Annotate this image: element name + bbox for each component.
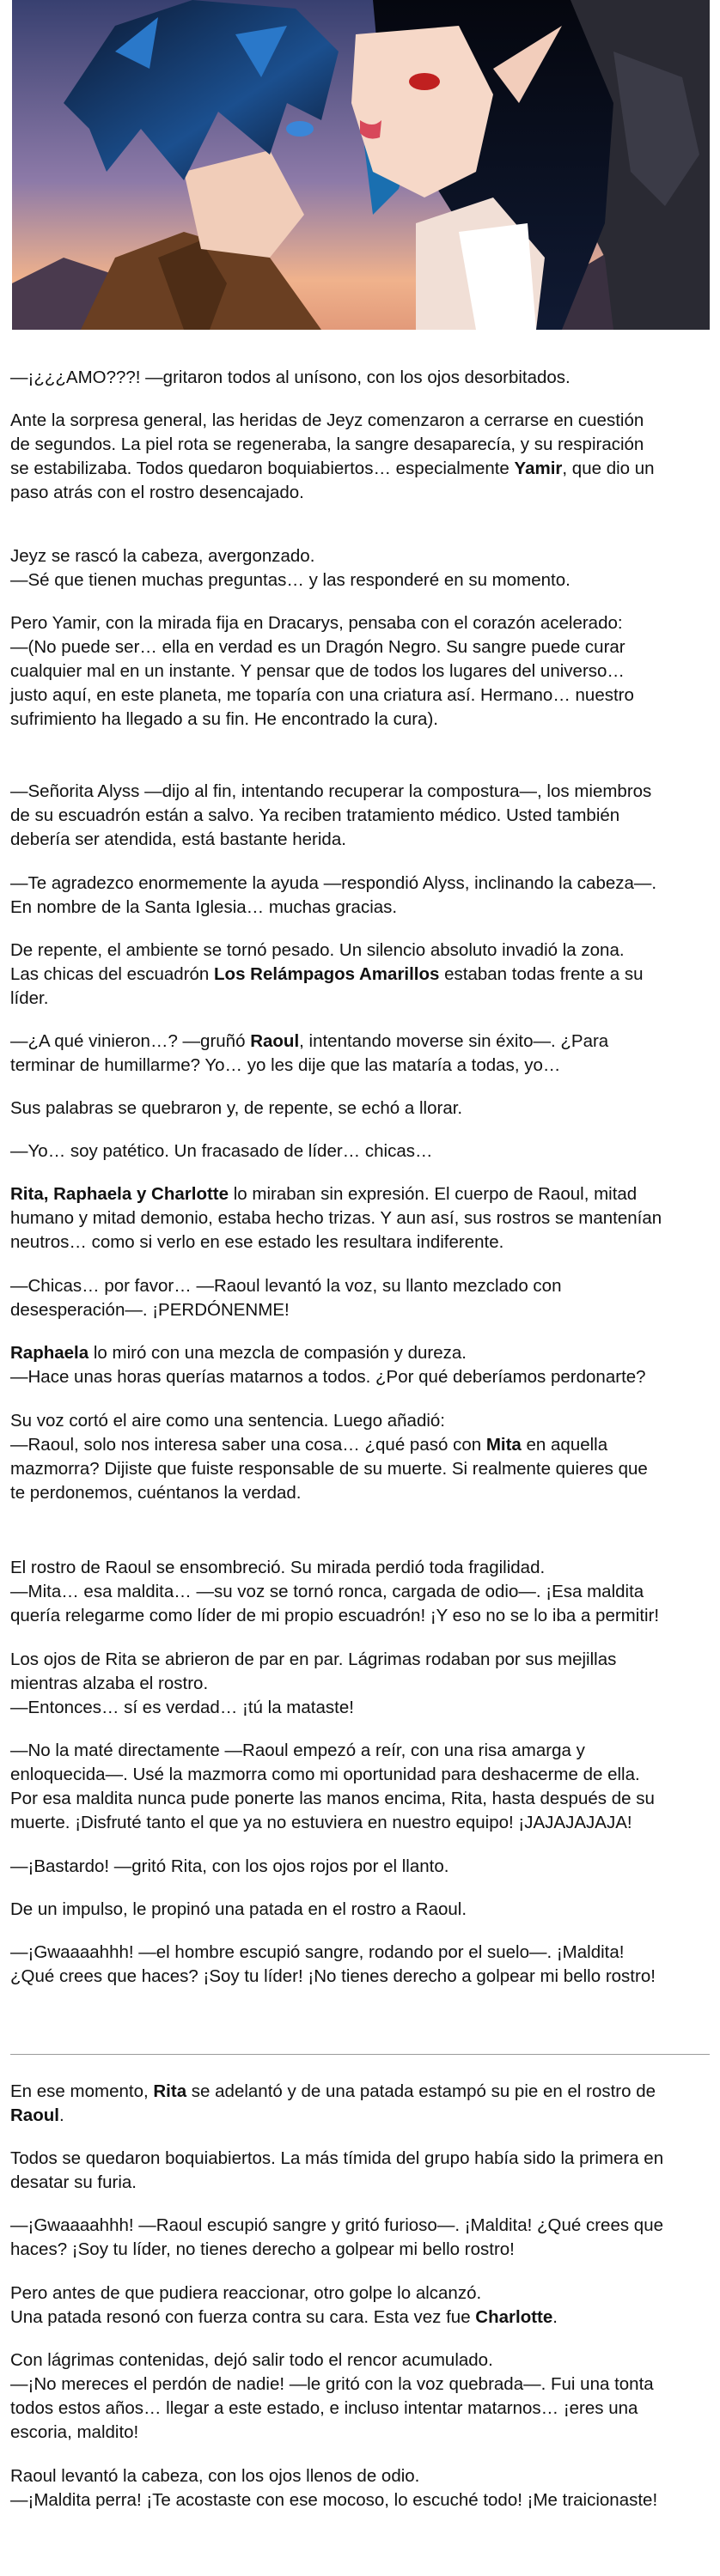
paragraph [10, 1855, 713, 1879]
paragraph [10, 611, 713, 732]
text-run: estaban todas frente a su líder. [10, 964, 644, 1008]
paragraph [10, 2080, 713, 2128]
paragraph [10, 1648, 713, 1720]
emphasized-name: Los Relámpagos Amarillos [214, 964, 440, 984]
text-run: Jeyz se rascó la cabeza, avergonzado. —Sé que tienen muchas preguntas… y las responderé en su momento. [10, 546, 571, 590]
emphasized-name: Charlotte [475, 2307, 553, 2327]
paragraph [10, 1030, 713, 1078]
paragraph [10, 2464, 713, 2512]
text-run: lo miraban sin expresión. El cuerpo de Raoul, mitad humano y mitad demonio, estaba hecho trizas. Y aun así, sus rostros se mantenían neutros… como si verlo en ese estado les resultara indiferente. [10, 1184, 662, 1252]
paragraph [10, 1139, 713, 1163]
text-run: —¡¿¿¿AMO???! —gritaron todos al unísono, con los ojos desorbitados. [10, 368, 571, 387]
text-run: Ante la sorpresa general, las heridas de Jeyz comenzaron a cerrarse en cuestión de segundos. La piel rota se regeneraba, la sangre desaparecía, y su respiración se estabilizaba. Todos quedaron boquiabiertos… especialmente [10, 410, 644, 478]
paragraph [10, 1409, 713, 1505]
text-run: Raoul levantó la cabeza, con los ojos llenos de odio. —¡Maldita perra! ¡Te acostaste con ese mocoso, lo escuché todo! ¡Me traicionaste! [10, 2466, 658, 2510]
text-run: En ese momento, [10, 2081, 154, 2101]
emphasized-name: Raoul [250, 1031, 300, 1051]
text-run: Todos se quedaron boquiabiertos. La más tímida del grupo había sido la primera en desatar su furia. [10, 2148, 664, 2192]
paragraph [10, 409, 713, 505]
text-run: —No la maté directamente —Raoul empezó a reír, con una risa amarga y enloquecida—. Usé la mazmorra como mi oportunidad para deshacerme de ella. Por esa maldita nunca pude ponerte las manos encima, Rita, hasta después de su muerte. ¡Disfruté tanto el que ya no estuviera en nuestro equipo! ¡JAJAJAJAJA! [10, 1741, 655, 1832]
paragraph [10, 872, 713, 920]
text-run: , intentando moverse sin éxito—. ¿Para terminar de humillarme? Yo… yo les dije que las mataría a todas, yo… [10, 1031, 609, 1075]
emphasized-name: Raoul [10, 2105, 59, 2125]
section-divider [10, 2054, 710, 2055]
paragraph [10, 1739, 713, 1835]
paragraph [10, 780, 713, 852]
text-run: —Chicas… por favor… —Raoul levantó la voz, su llanto mezclado con desesperación—. ¡PERDÓNENME! [10, 1276, 562, 1320]
text-run: —Señorita Alyss —dijo al fin, intentando recuperar la compostura—, los miembros de su escuadrón están a salvo. Ya reciben tratamiento médico. Usted también debería ser atendida, está bastante herida. [10, 781, 652, 849]
text-run: . [58, 2105, 64, 2125]
paragraph [10, 366, 713, 390]
text-run: Pero antes de que pudiera reaccionar, otro golpe lo alcanzó. Una patada resonó con fuerza contra su cara. Esta vez fue [10, 2283, 482, 2327]
paragraph [10, 1274, 713, 1322]
paragraph [10, 2147, 713, 2195]
emphasized-name: Rita [153, 2081, 187, 2101]
paragraph [10, 1556, 713, 1628]
text-run: —¿A qué vinieron…? —gruñó [10, 1031, 251, 1051]
paragraph [10, 1341, 713, 1389]
text-run: —¡Bastardo! —gritó Rita, con los ojos rojos por el llanto. [10, 1856, 449, 1876]
text-run: . [552, 2307, 558, 2327]
text-run: —Yo… soy patético. Un fracasado de líder… chicas… [10, 1141, 433, 1161]
text-run: Los ojos de Rita se abrieron de par en par. Lágrimas rodaban por sus mejillas mientras alzaba el rostro. —Entonces… sí es verdad… ¡tú la mataste! [10, 1649, 617, 1717]
paragraph [10, 2214, 713, 2262]
text-run: —¡Gwaaaahhh! —Raoul escupió sangre y gritó furioso—. ¡Maldita! ¿Qué crees que haces? ¡Soy tu líder, no tienes derecho a golpear mi bello rostro! [10, 2215, 664, 2259]
emphasized-name: Mita [485, 1435, 522, 1455]
text-run: El rostro de Raoul se ensombreció. Su mirada perdió toda fragilidad. —Mita… esa maldita… —su voz se tornó ronca, cargada de odio—. ¡Esa maldita quería relegarme como líder de mi propio escuadrón! ¡Y eso no se lo iba a permitir! [10, 1558, 660, 1625]
text-run: —¡Gwaaaahhh! —el hombre escupió sangre, rodando por el suelo—. ¡Maldita! ¿Qué crees que haces? ¡Soy tu líder! ¡No tienes derecho a golpear mi bello rostro! [10, 1942, 656, 1986]
emphasized-name: Rita, Raphaela y Charlotte [10, 1184, 229, 1204]
story-illustration [12, 0, 710, 330]
paragraph [10, 2281, 713, 2330]
emphasized-name: Raphaela [10, 1343, 89, 1363]
text-run: Pero Yamir, con la mirada fija en Dracarys, pensaba con el corazón acelerado: —(No puede ser… ella en verdad es un Dragón Negro. Su sangre puede curar cualquier mal en un instante. Y pensar que de todos los lugares del universo… justo aquí, en este planeta, me toparía con una criatura así. Hermano… nuestro sufrimiento ha llegado a su fin. He encontrado la cura). [10, 613, 634, 729]
text-run: De un impulso, le propinó una patada en el rostro a Raoul. [10, 1899, 467, 1919]
text-run: De repente, el ambiente se tornó pesado. Un silencio absoluto invadió la zona. Las chicas del escuadrón [10, 940, 625, 984]
emphasized-name: Yamir [514, 459, 563, 478]
paragraph [10, 544, 713, 592]
paragraph [10, 939, 713, 1011]
text-run: se adelantó y de una patada estampó su pie en el rostro de [191, 2081, 656, 2101]
text-run: —Te agradezco enormemente la ayuda —respondió Alyss, inclinando la cabeza—. En nombre de la Santa Iglesia… muchas gracias. [10, 873, 657, 917]
text-run: Con lágrimas contenidas, dejó salir todo el rencor acumulado. —¡No mereces el perdón de nadie! —le gritó con la voz quebrada—. Fui una tonta todos estos años… llegar a este estado, e incluso intentar matarnos… ¡eres una escoria, maldito! [10, 2350, 654, 2442]
text-run: en aquella mazmorra? Dijiste que fuiste responsable de su muerte. Si realmente quieres que te perdonemos, cuéntanos la verdad. [10, 1435, 648, 1503]
paragraph [10, 1182, 713, 1255]
couple-illustration [12, 0, 710, 330]
text-run: , que dio un paso atrás con el rostro desencajado. [10, 459, 655, 502]
paragraph [10, 1097, 713, 1121]
paragraph [10, 1898, 713, 1922]
text-run: Sus palabras se quebraron y, de repente, se echó a llorar. [10, 1098, 463, 1118]
paragraph [10, 2348, 713, 2445]
paragraph [10, 1941, 713, 1989]
text-run: Su voz cortó el aire como una sentencia. Luego añadió: —Raoul, solo nos interesa saber una cosa… ¿qué pasó con [10, 1411, 482, 1455]
text-run: lo miró con una mezcla de compasión y dureza. —Hace unas horas querías matarnos a todos. ¿Por qué deberíamos perdonarte? [10, 1343, 646, 1387]
